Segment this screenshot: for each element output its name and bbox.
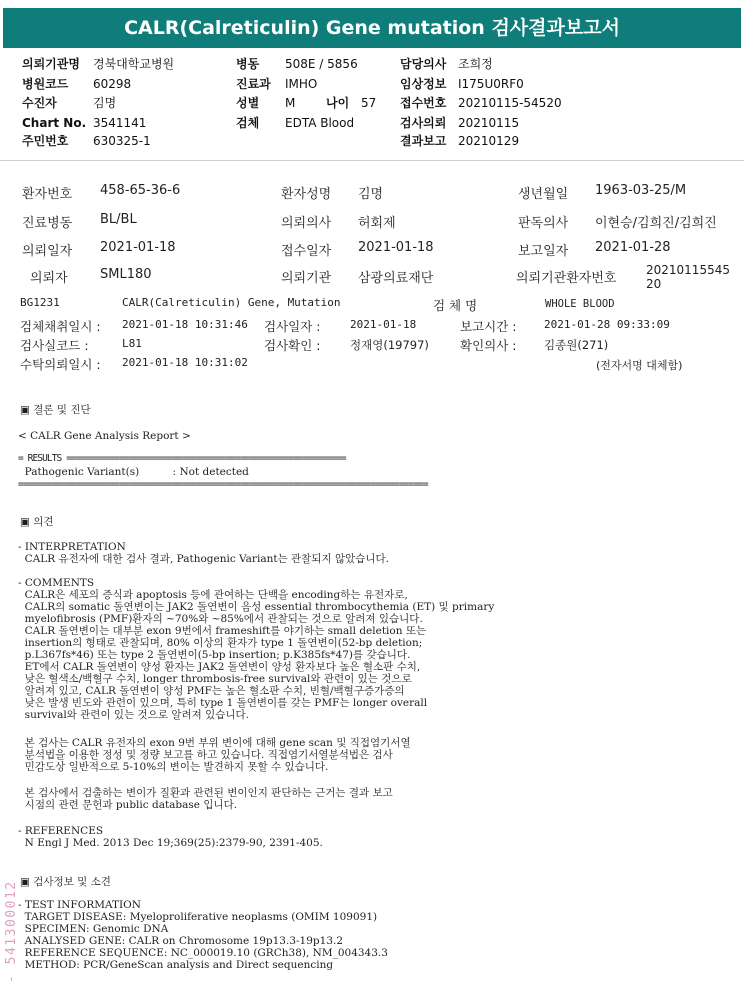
rpt-reading-doctor-label: 판독의사 — [518, 216, 569, 231]
info-rrn: 주민번호 630325-1 — [22, 134, 151, 148]
verify-name: 김종원(271) — [544, 338, 609, 352]
rpt-institution-patient-no: 2021011554520 — [646, 263, 730, 291]
rpt-ward: BL/BL — [100, 212, 137, 227]
rpt-birth: 1963-03-25/M — [595, 183, 687, 198]
rpt-ward-label: 진료병동 — [22, 216, 73, 231]
rpt-institution-label: 의뢰기관 — [281, 271, 332, 286]
esign-note: (전자서명 대체함) — [596, 359, 683, 372]
report-time-label: 보고시간 : — [460, 319, 517, 334]
rpt-patient-no: 458-65-36-6 — [100, 183, 181, 198]
info-doctor: 담당의사 조희정 — [400, 57, 493, 71]
rpt-request-date: 2021-01-18 — [100, 240, 176, 255]
test-info-line: TARGET DISEASE: Myeloproliferative neoplasms (OMIM 109091) — [18, 911, 378, 923]
rpt-report-date-label: 보고일자 — [518, 244, 569, 259]
basis-line: 시점의 관련 문헌과 public database 입니다. — [18, 799, 238, 811]
section-divider — [0, 160, 744, 161]
test-info-line: SPECIMEN: Genomic DNA — [18, 923, 169, 935]
rpt-patient-no-label: 환자번호 — [22, 187, 73, 202]
comments-line: ET에서 CALR 돌연변이 양성 환자는 JAK2 돌연변이 양성 환자보다 높은 혈소판 수치, — [18, 661, 421, 673]
comments-line: 알려져 있고, CALR 돌연변이 양성 PMF는 높은 혈소판 수치, 빈혈/백혈구증가증의 — [18, 685, 405, 697]
section-conclusion: ▣ 결론 및 진단 — [20, 404, 91, 416]
rpt-institution: 삼광의료재단 — [358, 271, 434, 286]
info-patient: 수진자 김명 — [22, 96, 117, 110]
comments-line: CALR은 세포의 증식과 apoptosis 등에 관여하는 단백을 encoding하는 유전자로, — [18, 589, 408, 601]
test-info-line: - TEST INFORMATION — [18, 899, 141, 911]
confirm-label: 검사확인 : — [264, 338, 321, 353]
info-receipt-no: 접수번호 20210115-54520 — [400, 96, 562, 110]
analysis-title: < CALR Gene Analysis Report > — [18, 430, 191, 442]
rpt-ordering-doctor-label: 의뢰의사 — [281, 216, 332, 231]
test-info-line: REFERENCE SEQUENCE: NC_000019.10 (GRCh38), NM_004343.3 — [18, 947, 388, 959]
references-heading: - REFERENCES — [18, 825, 104, 837]
basis-line: 본 검사에서 검출하는 변이가 질환과 관련된 변이인지 판단하는 근거는 결과 보고 — [18, 787, 393, 799]
method-line: 민감도상 일반적으로 5-10%의 변이는 발견하지 못할 수 있습니다. — [18, 761, 329, 773]
specimen-name: WHOLE BLOOD — [545, 298, 615, 310]
receipt-dt-label: 수탁의뢰일시 : — [20, 357, 101, 372]
comments-line: insertion의 형태로 관찰되며, 80% 이상의 환자가 type 1 돌연변이(52-bp deletion; — [18, 637, 423, 649]
collect-dt: 2021-01-18 10:31:46 — [122, 318, 248, 331]
method-line: 분석법을 이용한 정성 및 정량 보고를 하고 있습니다. 직접염기서열분석법은 검사 — [18, 749, 393, 761]
comments-line: CALR 돌연변이는 대부분 exon 9번에서 frameshift를 야기하는 small deletion 또는 — [18, 625, 427, 637]
info-age: 나이 57 — [326, 96, 377, 110]
rpt-reading-doctor: 이현승/김희진/김희진 — [595, 216, 717, 231]
info-clinical: 임상정보 I175U0RF0 — [400, 77, 524, 91]
test-date-label: 검사일자 : — [264, 319, 321, 334]
comments-line: CALR의 somatic 돌연변이는 JAK2 돌연변이 음성 essential thrombocythemia (ET) 및 primary — [18, 601, 495, 613]
rpt-requester: SML180 — [100, 267, 152, 282]
info-report-date: 결과보고 20210129 — [400, 134, 520, 148]
info-dept: 진료과 IMHO — [236, 77, 318, 91]
test-code: BG1231 — [20, 296, 60, 309]
room-label: 검사실코드 : — [20, 338, 89, 353]
verify-label: 확인의사 : — [460, 338, 517, 353]
rpt-request-date-label: 의뢰일자 — [22, 244, 73, 259]
results-header: = RESULTS ========================================================== — [18, 453, 346, 464]
test-date: 2021-01-18 — [350, 318, 417, 331]
test-name: CALR(Calreticulin) Gene, Mutation — [122, 296, 341, 309]
test-info-line: ANALYSED GENE: CALR on Chromosome 19p13.3-19p13.2 — [18, 935, 344, 947]
variant-row: Pathogenic Variant(s) : Not detected — [18, 466, 249, 478]
rpt-institution-patient-no-label: 의뢰기관환자번호 — [516, 271, 617, 286]
comments-line: 낮은 발생 빈도와 관련이 있으며, 특히 type 1 돌연변이를 갖는 PMF는 longer overall — [18, 697, 428, 709]
section-opinion: ▣ 의견 — [20, 516, 54, 528]
method-line: 본 검사는 CALR 유전자의 exon 9번 부위 변이에 대해 gene scan 및 직접염기서열 — [18, 737, 411, 749]
rpt-report-date: 2021-01-28 — [595, 240, 671, 255]
comments-heading: - COMMENTS — [18, 577, 95, 589]
comments-line: p.L367fs*46) 또는 type 2 돌연변이(5-bp insertion; p.K385fs*47)를 갖습니다. — [18, 649, 411, 661]
section-test-info: ▣ 검사정보 및 소견 — [20, 876, 111, 888]
receipt-dt: 2021-01-18 10:31:02 — [122, 356, 248, 369]
info-ward: 병동 508E / 5856 — [236, 57, 358, 71]
info-hospital-code: 병원코드 60298 — [22, 77, 132, 91]
info-request-date: 검사의뢰 20210115 — [400, 116, 520, 130]
info-chart-no: Chart No. 3541141 — [22, 116, 147, 130]
rpt-birth-label: 생년월일 — [518, 187, 569, 202]
rpt-requester-label: 의뢰자 — [30, 271, 68, 286]
rpt-ordering-doctor: 허회제 — [358, 216, 396, 231]
test-info-line: METHOD: PCR/GeneScan analysis and Direct sequencing — [18, 959, 334, 971]
report-title: CALR(Calreticulin) Gene mutation 검사결과보고서 — [3, 8, 741, 48]
specimen-label: 검 체 명 — [433, 298, 478, 313]
comments-line: myelofibrosis (PMF)환자의 ~70%와 ~85%에서 관찰되는 것으로 알려져 있습니다. — [18, 613, 423, 625]
side-barcode-number: - 541300012 — [4, 880, 19, 983]
room-code: L81 — [122, 337, 142, 350]
rpt-patient-name: 김명 — [358, 187, 384, 202]
interpretation-heading: - INTERPRETATION — [18, 541, 126, 553]
comments-line: survival와 관련이 있는 것으로 알려져 있습니다. — [18, 709, 249, 721]
rpt-patient-name-label: 환자성명 — [281, 187, 332, 202]
report-time: 2021-01-28 09:33:09 — [544, 318, 670, 331]
confirm-name: 정재영(19797) — [350, 338, 429, 352]
interpretation-text: CALR 유전자에 대한 검사 결과, Pathogenic Variant는 관찰되지 않았습니다. — [18, 553, 389, 565]
rpt-receipt-date: 2021-01-18 — [358, 240, 434, 255]
comments-line: 낮은 혈색소/백혈구 수치, longer thrombosis-free survival와 관련이 있는 것으로 — [18, 673, 412, 685]
results-footer: ===================================================================================== — [18, 479, 428, 490]
collect-dt-label: 검체채취일시 : — [20, 319, 101, 334]
references-text: N Engl J Med. 2013 Dec 19;369(25):2379-90, 2391-405. — [18, 837, 323, 849]
info-specimen: 검체 EDTA Blood — [236, 116, 355, 130]
info-sex: 성별 M — [236, 96, 296, 110]
rpt-receipt-date-label: 접수일자 — [281, 244, 332, 259]
info-hospital: 의뢰기관명 경북대학교병원 — [22, 57, 175, 71]
